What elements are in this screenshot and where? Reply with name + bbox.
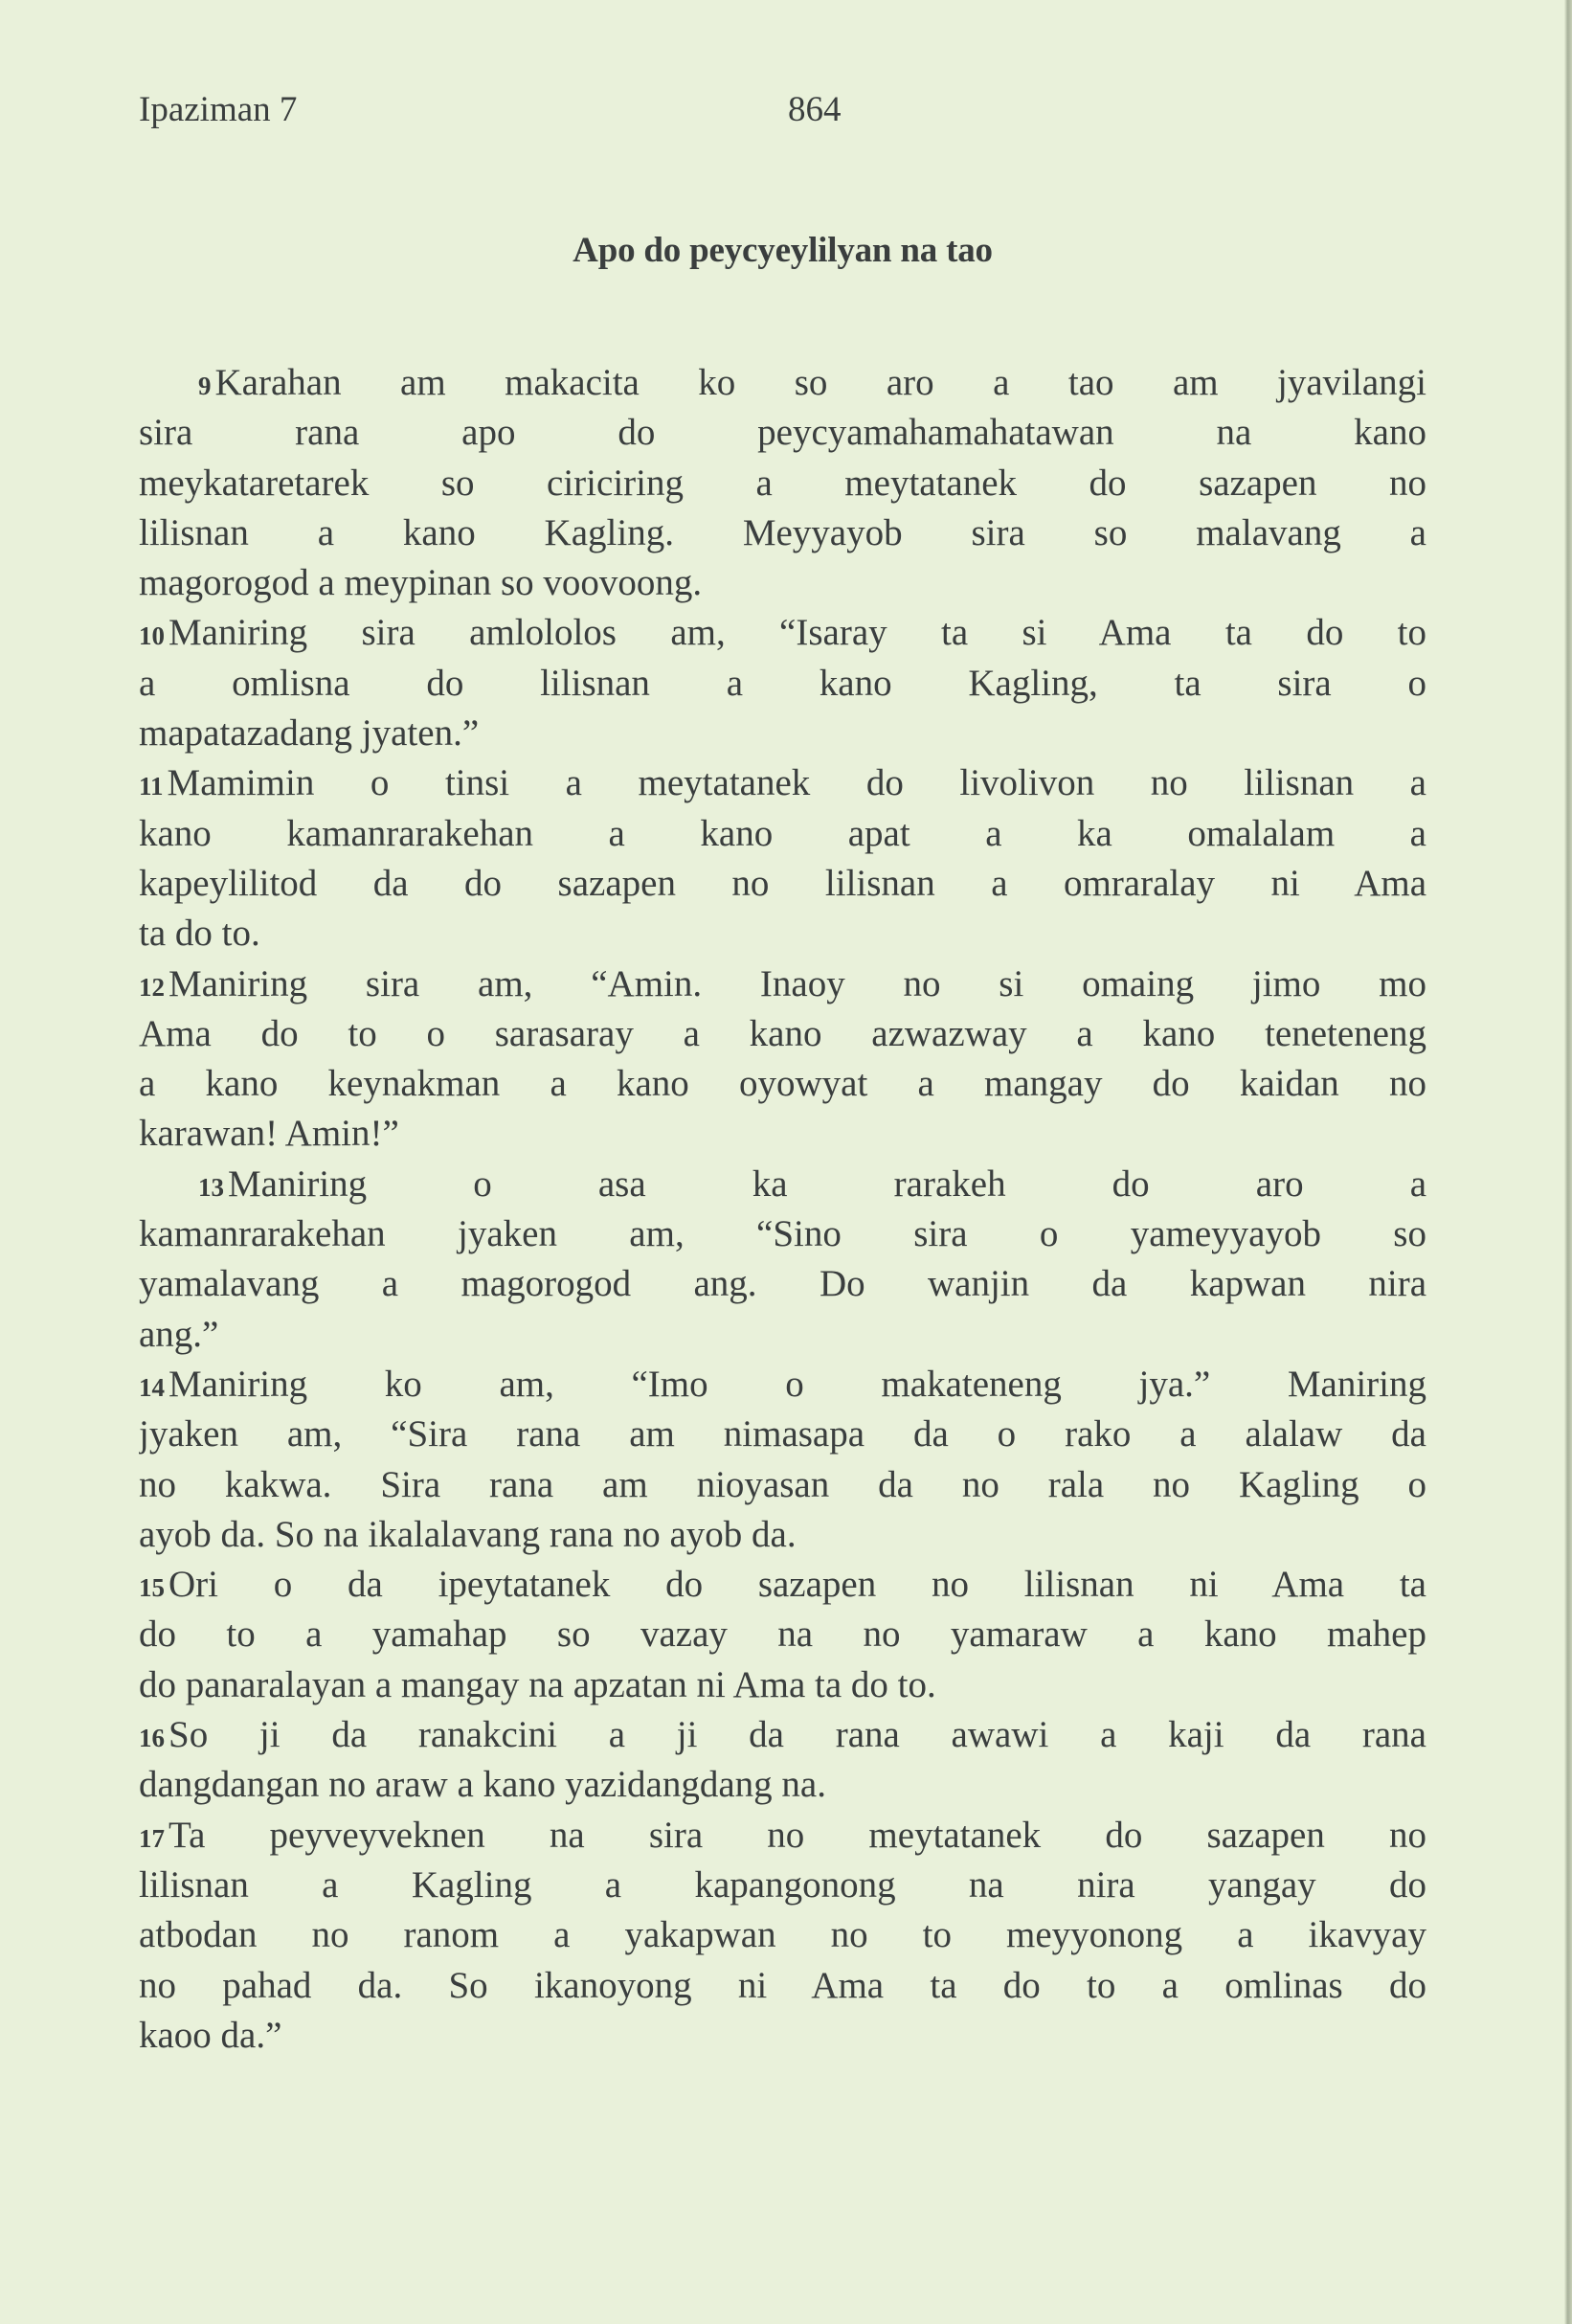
verse-line: 17 Ta peyveyveknen na sira no meytatanek do sazapen no — [139, 1814, 1426, 1856]
verse-16 — [139, 1710, 1426, 1811]
verse-line: 11 Mamimin o tinsi a meytatanek do livolivon no lilisnan a — [139, 762, 1426, 804]
verse-line: lilisnan a kano Kagling. Meyyayob sira so malavang a — [139, 511, 1426, 553]
verse-17 — [139, 1811, 1426, 2061]
verse-line: jyaken am, “Sira rana am nimasapa da o rako a alalaw da — [139, 1413, 1426, 1455]
verse-number: 11 — [139, 772, 164, 801]
verse-line: sira rana apo do peycyamahamahatawan na kano — [139, 412, 1426, 454]
verse-line: meykataretarek so ciriciring a meytatanek do sazapen no — [139, 462, 1426, 504]
verse-line: 14 Maniring ko am, “Imo o makateneng jya.” Maniring — [139, 1363, 1426, 1405]
verse-line: magorogod a meypinan so voovoong. — [139, 562, 703, 604]
verse-number: 14 — [139, 1372, 165, 1402]
verse-line: a omlisna do lilisnan a kano Kagling, ta sira o — [139, 662, 1426, 704]
verse-line: ang.” — [139, 1313, 219, 1355]
verse-9 — [139, 358, 1426, 608]
verse-line: karawan! Amin!” — [139, 1113, 399, 1155]
verse-line: no pahad da. So ikanoyong ni Ama ta do to a omlinas do — [139, 1964, 1426, 2006]
verse-line: lilisnan a Kagling a kapangonong na nira yangay do — [139, 1863, 1426, 1906]
verse-line: 16 So ji da ranakcini a ji da rana awawi a kaji da rana — [139, 1714, 1426, 1756]
verse-number: 13 — [198, 1172, 224, 1202]
verse-12 — [139, 959, 1426, 1160]
verse-line: kano kamanrarakehan a kano apat a ka omalalam a — [139, 812, 1426, 854]
verse-13 — [139, 1160, 1426, 1360]
verse-line: mapatazadang jyaten.” — [139, 712, 480, 755]
verse-line: kamanrarakehan jyaken am, “Sino sira o yameyyayob so — [139, 1213, 1426, 1255]
verse-line: ayob da. So na ikalalavang rana no ayob da. — [139, 1513, 797, 1555]
verse-number: 12 — [139, 972, 165, 1002]
verse-line: do panaralayan a mangay na apzatan ni Ama ta do to. — [139, 1663, 936, 1705]
verse-line: a kano keynakman a kano oyowyat a mangay do kaidan no — [139, 1063, 1426, 1105]
page-number: 864 — [788, 90, 842, 129]
verse-number: 15 — [139, 1573, 165, 1603]
verse-number: 17 — [139, 1823, 165, 1853]
verse-number: 16 — [139, 1724, 165, 1753]
verse-line: 15 Ori o da ipeytatanek do sazapen no lilisnan ni Ama ta — [139, 1564, 1426, 1606]
scripture-text — [139, 358, 1426, 2061]
book-chapter-label: Ipaziman 7 — [139, 90, 298, 129]
verse-line: Ama do to o sarasaray a kano azwazway a kano teneteneng — [139, 1012, 1426, 1054]
verse-10 — [139, 608, 1426, 758]
verse-line: 10 Maniring sira amlololos am, “Isaray ta si Ama ta do to — [139, 612, 1426, 654]
verse-line: 9 Karahan am makacita ko so aro a tao am jyavilangi — [198, 362, 1426, 403]
verse-line: kapeylilitod da do sazapen no lilisnan a omraralay ni Ama — [139, 862, 1426, 904]
verse-line: do to a yamahap so vazay na no yamaraw a kano mahep — [139, 1613, 1426, 1656]
verse-line: 13 Maniring o asa ka rarakeh do aro a — [198, 1162, 1426, 1205]
verse-line: yamalavang a magorogod ang. Do wanjin da kapwan nira — [139, 1263, 1426, 1305]
verse-14 — [139, 1360, 1426, 1560]
section-heading: Apo do peycyeylilyan na tao — [573, 231, 993, 270]
verse-line: kaoo da.” — [139, 2014, 282, 2056]
verse-line: ta do to. — [139, 913, 260, 955]
verse-15 — [139, 1560, 1426, 1710]
verse-line: atbodan no ranom a yakapwan no to meyyonong a ikavyay — [139, 1914, 1426, 1956]
verse-number: 9 — [198, 372, 212, 400]
running-header — [139, 86, 905, 134]
verse-line: no kakwa. Sira rana am nioyasan da no rala no Kagling o — [139, 1463, 1426, 1505]
verse-number: 10 — [139, 621, 165, 651]
verse-line: dangdangan no araw a kano yazidangdang na. — [139, 1764, 826, 1806]
verse-11 — [139, 758, 1426, 959]
page-edge — [1564, 0, 1572, 2324]
verse-line: 12 Maniring sira am, “Amin. Inaoy no si omaing jimo mo — [139, 962, 1426, 1004]
